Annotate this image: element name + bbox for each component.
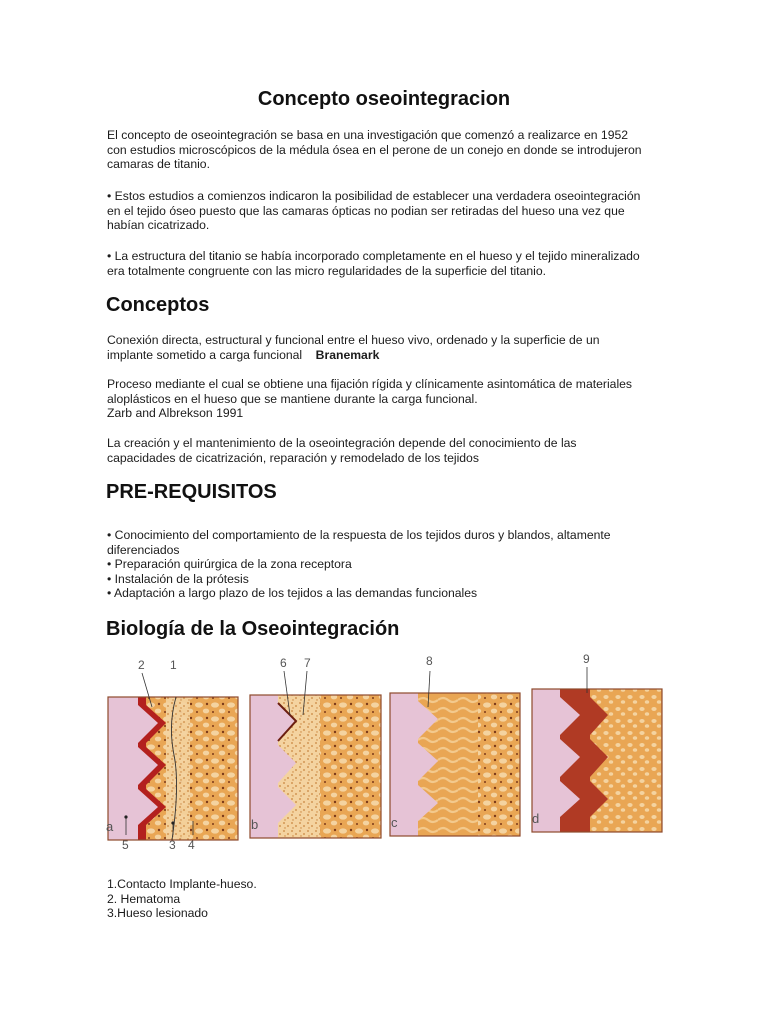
- text-line: Conexión directa, estructural y funcional entre el hueso vivo, ordenado y la superficie de un: [107, 333, 600, 347]
- legend-item: 3.Hueso lesionado: [107, 906, 208, 921]
- list-item: • Preparación quirúrgica de la zona receptora: [107, 557, 352, 572]
- label-5: 5: [122, 838, 129, 850]
- list-item: • Instalación de la prótesis: [107, 571, 249, 586]
- intro-paragraph-3: [107, 249, 667, 278]
- text-line: Zarb and Albrekson 1991: [107, 406, 244, 421]
- label-6: 6: [280, 656, 287, 670]
- text-line: aloplásticos en el hueso que se mantiene durante la carga funcional.: [107, 391, 478, 406]
- intro-paragraph-1: [107, 128, 667, 172]
- list-item: diferenciados: [107, 542, 180, 557]
- section-heading-biologia: Biología de la Oseointegración: [106, 618, 400, 640]
- page-title: Concepto oseointegracion: [257, 88, 511, 110]
- author-name: Branemark: [315, 347, 380, 362]
- text-line: en el tejido óseo puesto que las camaras ópticas no podian ser retiradas del hueso una vez que: [107, 203, 625, 218]
- list-item: • Conocimiento del comportamiento de la respuesta de los tejidos duros y blandos, altamente: [107, 528, 611, 542]
- concept-paragraph-1: [107, 333, 667, 362]
- text-line: camaras de titanio.: [107, 157, 210, 172]
- intro-paragraph-2: [107, 189, 667, 233]
- panel-letter-b: b: [251, 817, 259, 832]
- text-line: era totalmente congruente con las micro regularidades de la superficie del titanio.: [107, 263, 546, 278]
- prerequisitos-list: [107, 528, 667, 601]
- injured-bone-zone: [166, 697, 190, 840]
- legend-item: 1.Contacto Implante-hueso.: [107, 877, 257, 891]
- concept-paragraph-2: [107, 377, 667, 421]
- text-line: con estudios microscópicos de la médula ósea en el perone de un conejo en donde se introdujeron: [107, 142, 642, 157]
- panel-a: [108, 673, 238, 840]
- text-line: • La estructura del titanio se había incorporado completamente en el hueso y el tejido mineralizado: [107, 249, 640, 263]
- text-line: La creación y el mantenimiento de la oseointegración depende del conocimiento de las: [107, 436, 577, 450]
- text-line: Proceso mediante el cual se obtiene una fijación rígida y clínicamente asintomática de materiales: [107, 377, 633, 391]
- list-item: • Adaptación a largo plazo de los tejidos a las demandas funcionales: [107, 586, 478, 601]
- osseointegration-figure: [98, 645, 676, 850]
- panel-c: [390, 671, 520, 836]
- bone-tissue: [320, 695, 381, 838]
- text-line: capacidades de cicatrización, reparación y remodelado de los tejidos: [107, 450, 479, 465]
- section-heading-prerequisitos: PRE-REQUISITOS: [106, 481, 277, 503]
- label-2: 2: [138, 658, 145, 672]
- label-8: 8: [426, 654, 433, 668]
- panel-letter-d: d: [532, 811, 540, 826]
- section-heading-conceptos: Conceptos: [106, 294, 210, 316]
- text-line: habían cicatrizado.: [107, 218, 210, 233]
- text-fragment: implante sometido a carga funcional: [107, 347, 303, 362]
- text-line: • Estos estudios a comienzos indicaron la posibilidad de establecer una verdadera oseointegración: [107, 189, 641, 203]
- label-4: 4: [188, 838, 195, 850]
- label-7: 7: [304, 656, 311, 670]
- pointer-dot: [171, 821, 174, 824]
- legend-item: 2. Hematoma: [107, 891, 181, 906]
- concept-paragraph-3: [107, 436, 667, 465]
- panel-letter-c: c: [391, 815, 398, 830]
- panel-letter-a: a: [106, 819, 114, 834]
- osseointegration-diagram: [98, 645, 676, 850]
- panel-b: [250, 671, 381, 838]
- text-line: El concepto de oseointegración se basa en una investigación que comenzó a realizarce en 1952: [107, 128, 629, 142]
- pointer-dot: [124, 815, 127, 818]
- figure-legend: [107, 877, 667, 921]
- label-3: 3: [169, 838, 176, 850]
- panel-d: [532, 667, 662, 832]
- bone-tissue: [478, 693, 520, 836]
- label-9: 9: [583, 652, 590, 666]
- label-1: 1: [170, 658, 177, 672]
- text-line: [107, 348, 667, 363]
